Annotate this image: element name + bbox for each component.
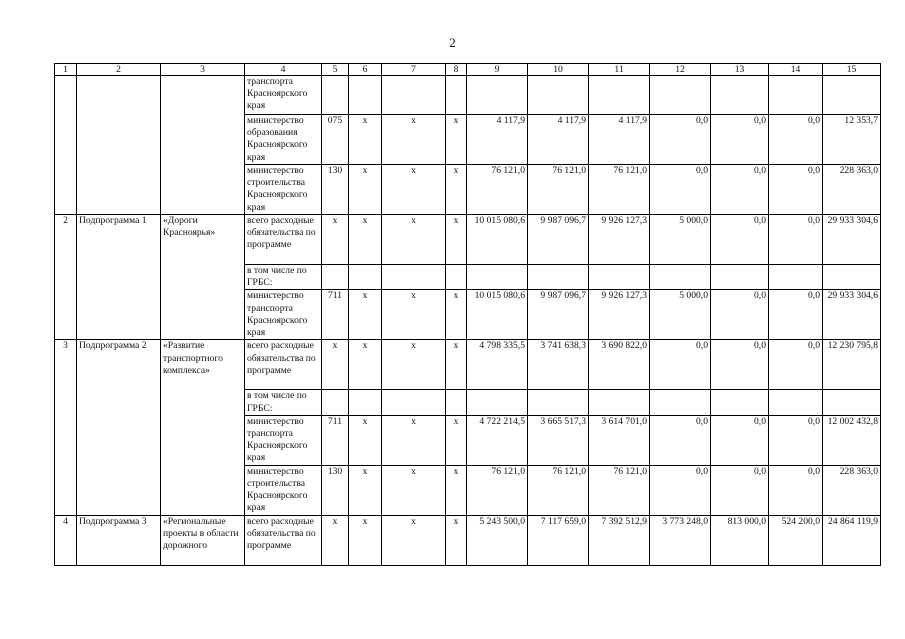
col6-cell	[349, 76, 382, 115]
col7-cell: х	[382, 340, 446, 390]
col7-cell: х	[382, 290, 446, 340]
header-cell: 6	[349, 64, 382, 76]
value-cell	[650, 76, 711, 115]
grbs-cell: транспорта Красноярского края	[245, 76, 322, 115]
header-cell: 11	[589, 64, 650, 76]
col8-cell: х	[446, 115, 467, 165]
col8-cell	[446, 265, 467, 290]
name-cell: «Развитие транспортного комплекса»	[161, 340, 245, 515]
value-cell: 4 117,9	[589, 115, 650, 165]
col6-cell	[349, 265, 382, 290]
value-cell	[589, 390, 650, 415]
value-cell: 0,0	[769, 465, 823, 515]
grbs-cell: всего расходные обязательства по программе	[245, 340, 322, 390]
value-cell	[711, 390, 769, 415]
value-cell: 3 741 638,3	[528, 340, 589, 390]
value-cell	[711, 76, 769, 115]
code-cell: 130	[322, 465, 349, 515]
value-cell: 76 121,0	[589, 165, 650, 215]
value-cell: 76 121,0	[467, 465, 528, 515]
total-cell: 29 933 304,6	[823, 290, 881, 340]
value-cell: 3 614 701,0	[589, 415, 650, 465]
name-cell: «Региональные проекты в области дорожного	[161, 515, 245, 565]
col6-cell	[349, 390, 382, 415]
total-cell: 12 353,7	[823, 115, 881, 165]
col8-cell: х	[446, 165, 467, 215]
grbs-cell: в том числе по ГРБС:	[245, 265, 322, 290]
value-cell: 0,0	[711, 465, 769, 515]
value-cell	[711, 265, 769, 290]
value-cell: 5 000,0	[650, 290, 711, 340]
value-cell: 813 000,0	[711, 515, 769, 565]
value-cell: 0,0	[711, 290, 769, 340]
header-cell: 10	[528, 64, 589, 76]
program-cell	[77, 76, 161, 215]
value-cell: 0,0	[650, 465, 711, 515]
header-cell: 7	[382, 64, 446, 76]
value-cell: 4 722 214,5	[467, 415, 528, 465]
code-cell: х	[322, 515, 349, 565]
value-cell: 4 117,9	[467, 115, 528, 165]
value-cell: 0,0	[711, 215, 769, 265]
value-cell: 9 926 127,3	[589, 290, 650, 340]
col8-cell	[446, 390, 467, 415]
col6-cell: х	[349, 415, 382, 465]
value-cell: 524 200,0	[769, 515, 823, 565]
col8-cell: х	[446, 465, 467, 515]
code-cell	[322, 265, 349, 290]
grbs-cell: министерство строительства Красноярского края	[245, 465, 322, 515]
value-cell	[769, 76, 823, 115]
budget-table	[54, 63, 881, 566]
row-number-cell: 3	[55, 340, 77, 515]
header-cell: 9	[467, 64, 528, 76]
value-cell: 5 243 500,0	[467, 515, 528, 565]
value-cell: 0,0	[769, 340, 823, 390]
col7-cell: х	[382, 115, 446, 165]
header-cell: 15	[823, 64, 881, 76]
col7-cell: х	[382, 465, 446, 515]
col6-cell: х	[349, 515, 382, 565]
value-cell	[769, 390, 823, 415]
total-cell: 228 363,0	[823, 165, 881, 215]
header-cell: 3	[161, 64, 245, 76]
table-row	[55, 515, 881, 565]
col7-cell: х	[382, 515, 446, 565]
value-cell: 0,0	[650, 340, 711, 390]
total-cell: 24 864 119,9	[823, 515, 881, 565]
total-cell: 12 002 432,8	[823, 415, 881, 465]
grbs-cell: всего расходные обязательства по программе	[245, 215, 322, 265]
value-cell: 9 987 096,7	[528, 290, 589, 340]
col6-cell: х	[349, 165, 382, 215]
value-cell: 7 117 659,0	[528, 515, 589, 565]
value-cell: 5 000,0	[650, 215, 711, 265]
total-cell	[823, 390, 881, 415]
value-cell: 76 121,0	[467, 165, 528, 215]
total-cell: 228 363,0	[823, 465, 881, 515]
value-cell: 4 117,9	[528, 115, 589, 165]
col8-cell: х	[446, 215, 467, 265]
code-cell: 711	[322, 290, 349, 340]
header-cell: 13	[711, 64, 769, 76]
col7-cell: х	[382, 415, 446, 465]
value-cell: 0,0	[769, 290, 823, 340]
value-cell: 0,0	[711, 115, 769, 165]
value-cell: 7 392 512,9	[589, 515, 650, 565]
header-cell: 2	[77, 64, 161, 76]
header-cell: 4	[245, 64, 322, 76]
col6-cell: х	[349, 215, 382, 265]
page-number: 2	[449, 35, 456, 50]
code-cell: 711	[322, 415, 349, 465]
value-cell: 76 121,0	[528, 165, 589, 215]
total-cell: 29 933 304,6	[823, 215, 881, 265]
col6-cell: х	[349, 115, 382, 165]
value-cell: 3 773 248,0	[650, 515, 711, 565]
value-cell: 0,0	[711, 340, 769, 390]
total-cell: 12 230 795,8	[823, 340, 881, 390]
grbs-cell: министерство строительства Красноярского края	[245, 165, 322, 215]
value-cell: 0,0	[711, 415, 769, 465]
value-cell	[528, 76, 589, 115]
col7-cell	[382, 265, 446, 290]
table-header-row	[55, 64, 881, 76]
col6-cell: х	[349, 340, 382, 390]
value-cell: 0,0	[769, 115, 823, 165]
value-cell	[467, 265, 528, 290]
total-cell	[823, 265, 881, 290]
code-cell	[322, 390, 349, 415]
value-cell	[467, 390, 528, 415]
grbs-cell: министерство транспорта Красноярского края	[245, 290, 322, 340]
code-cell: х	[322, 215, 349, 265]
col7-cell: х	[382, 165, 446, 215]
header-cell: 1	[55, 64, 77, 76]
value-cell	[769, 265, 823, 290]
value-cell	[467, 76, 528, 115]
code-cell: х	[322, 340, 349, 390]
code-cell	[322, 76, 349, 115]
value-cell	[589, 265, 650, 290]
header-cell: 14	[769, 64, 823, 76]
value-cell	[528, 390, 589, 415]
header-cell: 12	[650, 64, 711, 76]
value-cell: 0,0	[769, 415, 823, 465]
col6-cell: х	[349, 465, 382, 515]
program-cell: Подпрограмма 2	[77, 340, 161, 515]
value-cell	[589, 76, 650, 115]
program-cell: Подпрограмма 3	[77, 515, 161, 565]
grbs-cell: министерство образования Красноярского края	[245, 115, 322, 165]
table-row	[55, 340, 881, 390]
value-cell	[650, 265, 711, 290]
value-cell	[528, 265, 589, 290]
col7-cell	[382, 390, 446, 415]
value-cell: 3 690 822,0	[589, 340, 650, 390]
header-cell: 8	[446, 64, 467, 76]
value-cell: 0,0	[650, 165, 711, 215]
code-cell: 075	[322, 115, 349, 165]
value-cell: 9 926 127,3	[589, 215, 650, 265]
value-cell: 4 798 335,5	[467, 340, 528, 390]
total-cell	[823, 76, 881, 115]
table-row	[55, 215, 881, 265]
value-cell: 3 665 517,3	[528, 415, 589, 465]
value-cell: 0,0	[711, 165, 769, 215]
table-row	[55, 76, 881, 115]
value-cell	[650, 390, 711, 415]
value-cell: 0,0	[650, 415, 711, 465]
col8-cell: х	[446, 415, 467, 465]
value-cell: 9 987 096,7	[528, 215, 589, 265]
col8-cell	[446, 76, 467, 115]
value-cell: 10 015 080,6	[467, 215, 528, 265]
name-cell: «Дороги Красноярья»	[161, 215, 245, 340]
grbs-cell: министерство транспорта Красноярского края	[245, 415, 322, 465]
program-cell: Подпрограмма 1	[77, 215, 161, 340]
col7-cell: х	[382, 215, 446, 265]
row-number-cell: 4	[55, 515, 77, 565]
col8-cell: х	[446, 340, 467, 390]
value-cell: 0,0	[769, 215, 823, 265]
code-cell: 130	[322, 165, 349, 215]
grbs-cell: в том числе по ГРБС:	[245, 390, 322, 415]
value-cell: 76 121,0	[528, 465, 589, 515]
value-cell: 10 015 080,6	[467, 290, 528, 340]
grbs-cell: всего расходные обязательства по программе	[245, 515, 322, 565]
value-cell: 76 121,0	[589, 465, 650, 515]
value-cell: 0,0	[769, 165, 823, 215]
name-cell	[161, 76, 245, 215]
row-number-cell: 2	[55, 215, 77, 340]
value-cell: 0,0	[650, 115, 711, 165]
header-cell: 5	[322, 64, 349, 76]
col6-cell: х	[349, 290, 382, 340]
col8-cell: х	[446, 515, 467, 565]
col8-cell: х	[446, 290, 467, 340]
col7-cell	[382, 76, 446, 115]
row-number-cell	[55, 76, 77, 215]
